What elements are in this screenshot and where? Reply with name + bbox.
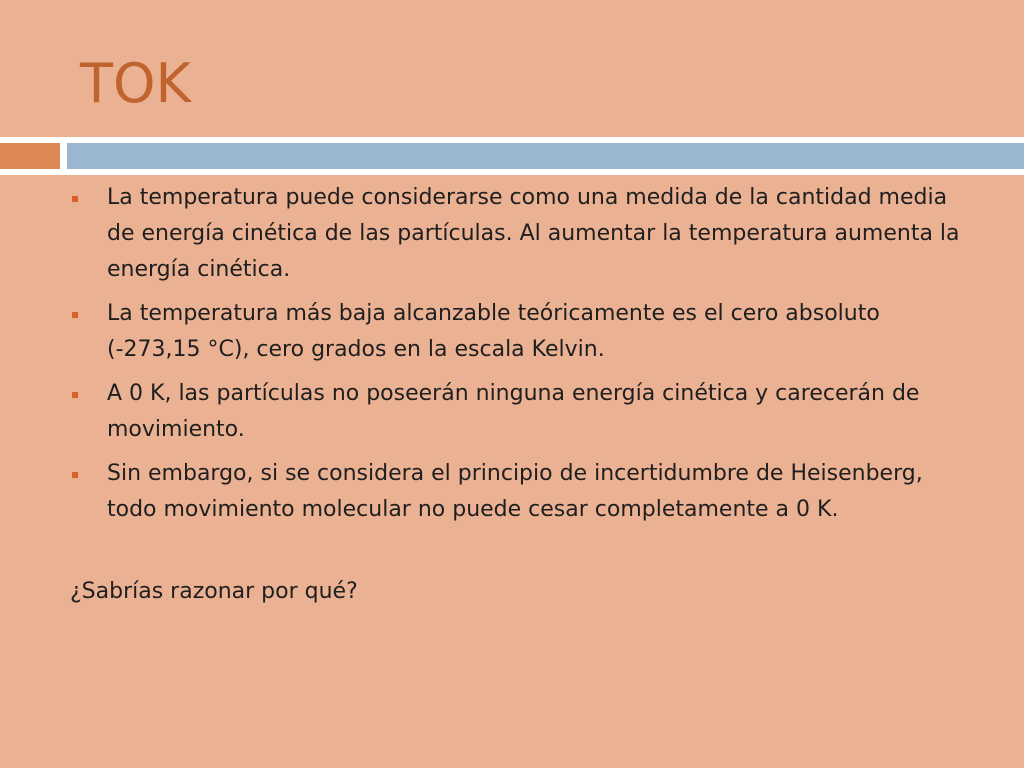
bullet-item — [70, 456, 960, 528]
square-bullet-icon — [72, 392, 78, 398]
bullet-list — [70, 180, 960, 536]
bullet-text: Sin embargo, si se considera el principio de incertidumbre de Heisenberg, todo movimiento molecular no puede cesar completamente a 0 K. — [107, 461, 923, 522]
square-bullet-icon — [72, 312, 78, 318]
bullet-item — [70, 180, 960, 288]
closing-question: ¿Sabrías razonar por qué? — [70, 579, 358, 604]
accent-bar-orange — [0, 143, 60, 169]
bullet-item — [70, 376, 960, 448]
bullet-text: A 0 K, las partículas no poseerán ninguna energía cinética y carecerán de movimiento. — [107, 381, 920, 442]
accent-bar-blue — [67, 143, 1024, 169]
bullet-item — [70, 296, 960, 368]
square-bullet-icon — [72, 196, 78, 202]
bullet-text: La temperatura más baja alcanzable teóricamente es el cero absoluto (-273,15 °C), cero grados en la escala Kelvin. — [107, 301, 880, 362]
square-bullet-icon — [72, 472, 78, 478]
slide-title: TOK — [80, 52, 191, 115]
bullet-text: La temperatura puede considerarse como una medida de la cantidad media de energía cinética de las partículas. Al aumentar la temperatura aumenta la energía cinética. — [107, 185, 960, 282]
